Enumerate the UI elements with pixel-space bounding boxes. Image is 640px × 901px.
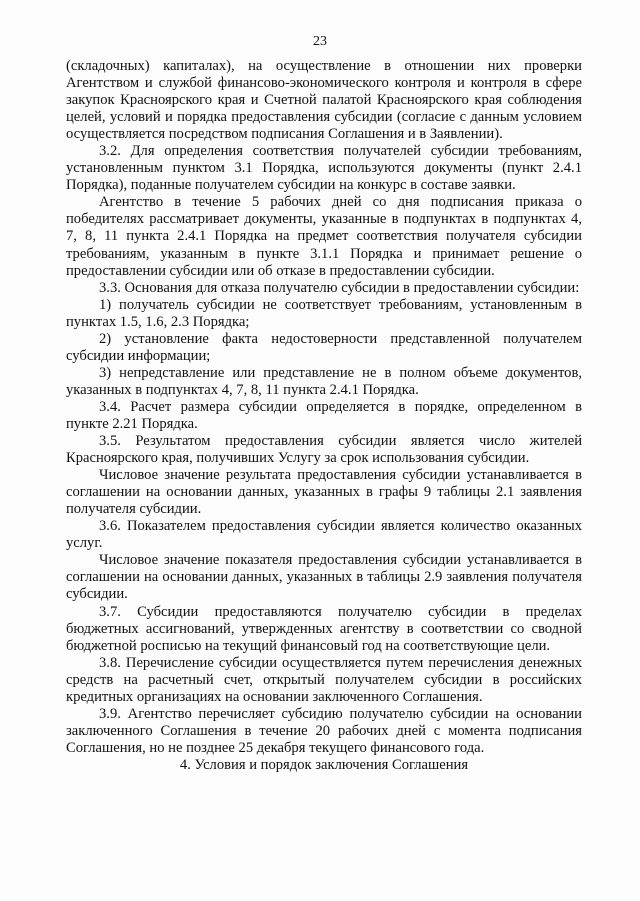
paragraph-3-8: 3.8. Перечисление субсидии осуществляется путем перечисления денежных средств на расчетный счет, открытый получателем субсидии в российских кредитных организациях на основании заключенного Соглашения. [66, 654, 582, 705]
paragraph-refusal-reason-3: 3) непредставление или представление не в полном объеме документов, указанных в подпунктах 4, 7, 8, 11 пункта 2.4.1 Порядка. [66, 364, 582, 398]
paragraph-3-4: 3.4. Расчет размера субсидии определяется в порядке, определенном в пункте 2.21 Порядка. [66, 398, 582, 432]
paragraph-refusal-reason-1: 1) получатель субсидии не соответствует требованиям, установленным в пунктах 1.5, 1.6, 2.3 Порядка; [66, 296, 582, 330]
paragraph-3-2: 3.2. Для определения соответствия получателей субсидии требованиям, установленным пунктом 3.1 Порядка, используются документы (пункт 2.4.1 Порядка), поданные получателем субсидии на конкурс в составе заявки. [66, 143, 582, 194]
document-body [66, 58, 582, 774]
paragraph-agency-review: Агентство в течение 5 рабочих дней со дня подписания приказа о победителях рассматривает документы, указанные в подпунктах в подпунктах 4, 7, 8, 11 пункта 2.4.1 Порядка на предмет соответствия получателя субсидии требованиям, указанным в пункте 3.1.1 Порядка и принимает решение о предоставлении субсидии или об отказе в предоставлении субсидии. [66, 194, 582, 279]
paragraph-indicator-value: Числовое значение показателя предоставления субсидии устанавливается в соглашении на основании данных, указанных в таблицы 2.9 заявления получателя субсидии. [66, 552, 582, 603]
section-heading: 4. Условия и порядок заключения Соглашения [179, 756, 469, 773]
paragraph-3-7: 3.7. Субсидии предоставляются получателю субсидии в пределах бюджетных ассигнований, утвержденных агентству в соответствии со сводной бюджетной росписью на текущий финансовый год на соответствующие цели. [66, 603, 582, 654]
paragraph-result-value: Числовое значение результата предоставления субсидии устанавливается в соглашении на основании данных, указанных в графы 9 таблицы 2.1 заявления получателя субсидии. [66, 467, 582, 518]
paragraph-refusal-reason-2: 2) установление факта недостоверности представленной получателем субсидии информации; [66, 330, 582, 364]
paragraph-3-6: 3.6. Показателем предоставления субсидии является количество оказанных услуг. [66, 518, 582, 552]
paragraph-consent-continuation: (складочных) капиталах), на осуществление в отношении них проверки Агентством и службой финансово-экономического контроля и контроля в сфере закупок Красноярского края и Счетной палатой Красноярского края соблюдения целей, условий и порядка предоставления субсидии (согласие с данным условием осуществляется посредством подписания Соглашения и в Заявлении). [66, 58, 582, 143]
paragraph-3-3: 3.3. Основания для отказа получателю субсидии в предоставлении субсидии: [99, 279, 580, 296]
paragraph-3-5: 3.5. Результатом предоставления субсидии является число жителей Красноярского края, получивших Услугу за срок использования субсидии. [66, 433, 582, 467]
paragraph-3-9: 3.9. Агентство перечисляет субсидию получателю субсидии на основании заключенного Соглашения в течение 20 рабочих дней с момента подписания Соглашения, но не позднее 25 декабря текущего финансового года. [66, 705, 582, 756]
page-number: 23 [313, 34, 327, 49]
